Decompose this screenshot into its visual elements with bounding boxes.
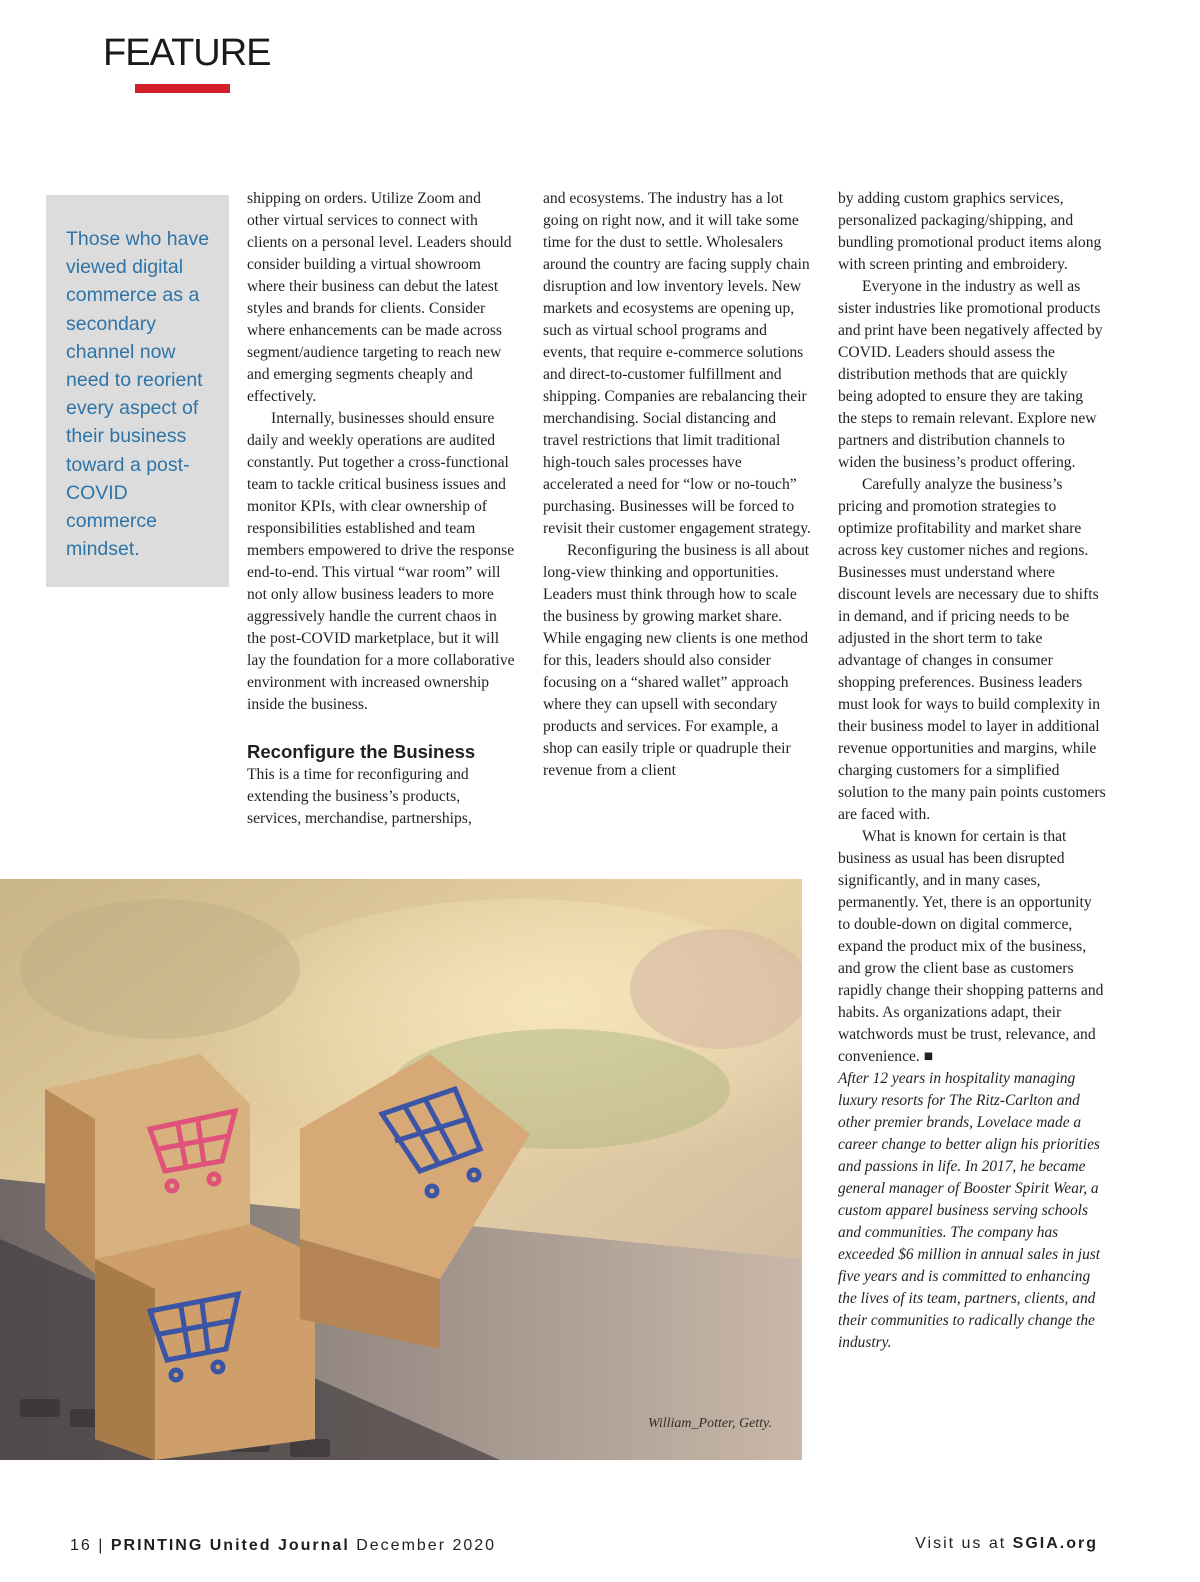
section-accent-bar: [135, 84, 230, 93]
article-column-1: [247, 188, 515, 830]
column1-paragraph-1: shipping on orders. Utilize Zoom and other virtual services to connect with clients on a personal level. Leaders should consider building a virtual showroom where their business can debut the latest styles and brands for clients. Consider where enhancements can be made across segment/audience targeting to reach new and emerging segments cheaply and effectively.: [247, 190, 512, 405]
column1-paragraph-3: This is a time for reconfiguring and extending the business’s products, services, merchandise, partnerships,: [247, 766, 472, 827]
website-link[interactable]: SGIA.org: [1012, 1535, 1098, 1552]
pull-quote-text: Those who have viewed digital commerce as a secondary channel now need to reorient every aspect of their business toward a post-COVID commerce mindset.: [66, 228, 210, 561]
page-number: 16: [70, 1537, 92, 1554]
issue-date: December 2020: [356, 1537, 497, 1554]
section-label: FEATURE: [103, 32, 271, 74]
column3-paragraph-4: What is known for certain is that business as usual has been disrupted significantly, and in many cases, permanently. Yet, there is an opportunity to double-down on digital commerce, expand the product mix of the business, and grow the client base as customers rapidly change their shopping patterns and habits. As organizations adapt, their watchwords must be trust, relevance, and convenience. ■: [838, 828, 1104, 1065]
photo-credit: William_Potter, Getty.: [647, 1416, 772, 1431]
subhead-reconfigure: Reconfigure the Business: [247, 741, 476, 762]
article-column-2: [543, 188, 811, 782]
column2-paragraph-2: Reconfiguring the business is all about long-view thinking and opportunities. Leaders must think through how to scale the business by growing market share. While engaging new clients is one method for this, leaders should also consider focusing on a “shared wallet” approach where they can upsell with secondary products and services. For example, a shop can easily triple or quadruple their revenue from a client: [543, 542, 810, 779]
pull-quote-box: [46, 195, 229, 587]
publication-name: PRINTING United Journal: [110, 1537, 350, 1554]
column3-paragraph-2: Everyone in the industry as well as sister industries like promotional products and print have been negatively affected by COVID. Leaders should assess the distribution methods that are quickly being adopted to ensure they are taking the steps to remain relevant. Explore new partners and distribution channels to widen the business’s product offering.: [838, 278, 1103, 471]
column3-paragraph-1: by adding custom graphics services, personalized packaging/shipping, and bundling promotional product items along with screen printing and embroidery.: [838, 190, 1102, 273]
article-column-3: [838, 188, 1106, 1354]
footer-website: [915, 1535, 1098, 1553]
column3-paragraph-3: Carefully analyze the business’s pricing and promotion strategies to optimize profitability and market share across key customer niches and regions. Businesses must understand where discount levels are necessary due to shifts in demand, and if pricing needs to be adjusted in the short term to take advantage of changes in consumer shopping preferences. Business leaders must look for ways to build complexity in their business model to layer in additional revenue opportunities and margins, while charging customers for a simplified solution to the many pain points customers are faced with.: [838, 476, 1106, 823]
footer-publication: [70, 1537, 496, 1555]
column2-paragraph-1: and ecosystems. The industry has a lot going on right now, and it will take some time for the dust to settle. Wholesalers around the country are facing supply chain disruption and low inventory levels. New markets and ecosystems are opening up, such as virtual school programs and events, that require e-commerce solutions and direct-to-customer fulfillment and shipping. Companies are rebalancing their merchandising. Social distancing and travel restrictions that limit traditional high-touch sales processes have accelerated a need for “low or no-touch” purchasing. Businesses will be forced to revisit their customer engagement strategy.: [543, 190, 811, 537]
shopping-boxes-illustration: [0, 879, 802, 1460]
visit-prefix: Visit us at: [915, 1535, 1007, 1552]
author-bio: After 12 years in hospitality managing luxury resorts for The Ritz-Carlton and other premier brands, Lovelace made a career change to better align his priorities and passions in life. In 2017, he became general manager of Booster Spirit Wear, a custom apparel business serving schools and communities. The company has exceeded $6 million in annual sales in just five years and is committed to enhancing the lives of its team, partners, clients, and their communities to radically change the industry.: [838, 1070, 1101, 1351]
footer-separator: |: [98, 1537, 105, 1554]
article-photo: [0, 879, 802, 1460]
column1-paragraph-2: Internally, businesses should ensure daily and weekly operations are audited constantly. Put together a cross-functional team to tackle critical business issues and monitor KPIs, with clear ownership of responsibilities established and team members empowered to drive the response end-to-end. This virtual “war room” will not only allow business leaders to more aggressively handle the current chaos in the post-COVID marketplace, but it will lay the foundation for a more collaborative environment with increased ownership inside the business.: [247, 410, 515, 713]
